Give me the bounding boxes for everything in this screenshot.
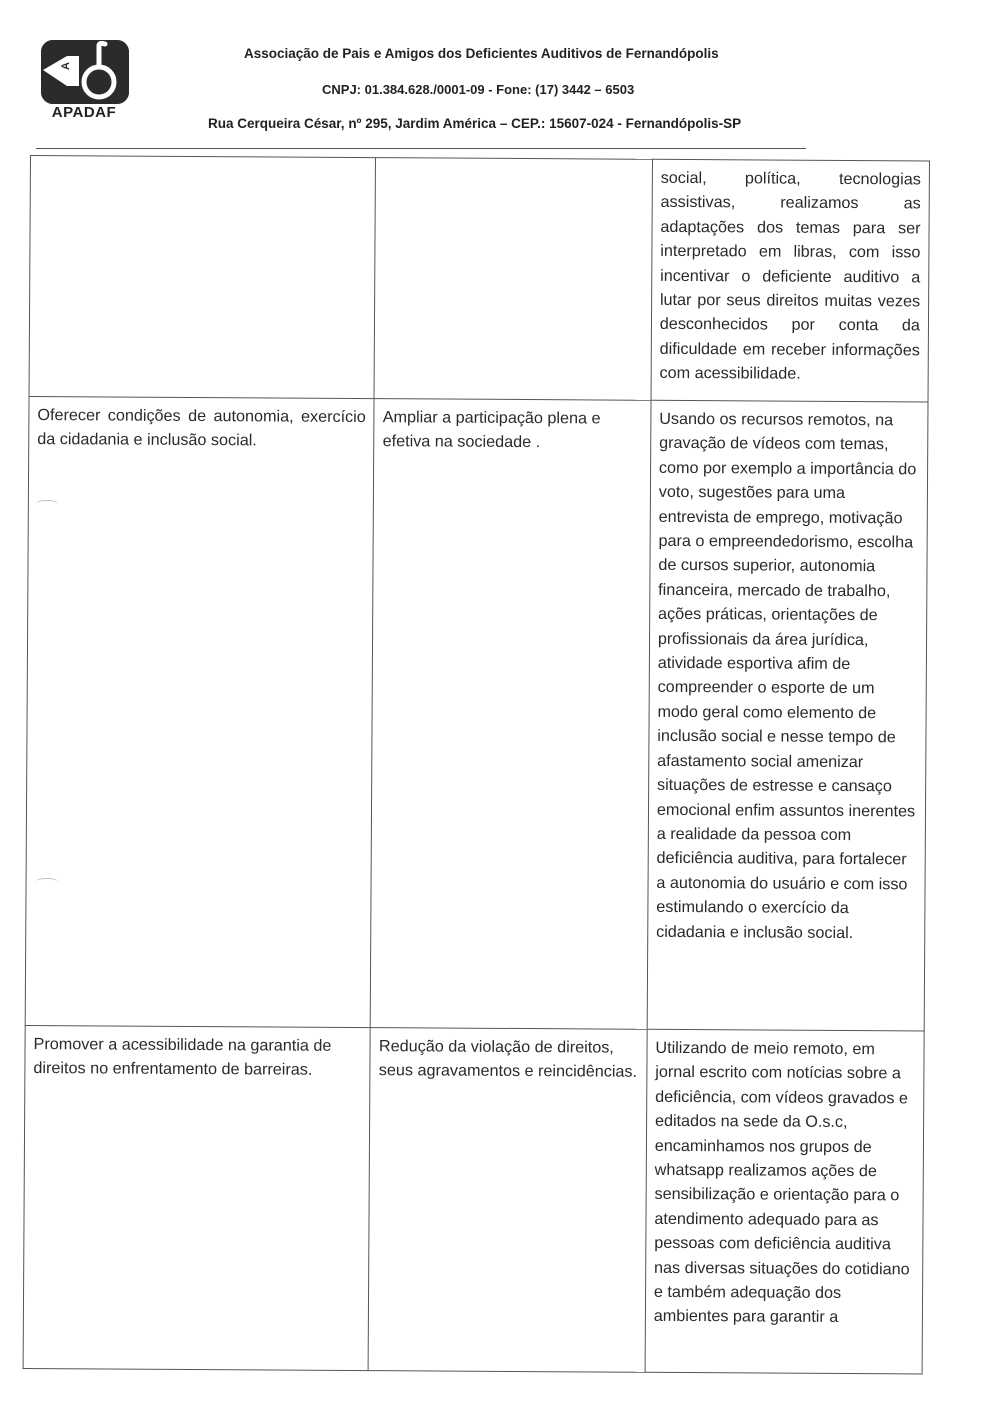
org-name: Associação de Pais e Amigos dos Deficientes Auditivos de Fernandópolis (244, 46, 719, 61)
org-contact: CNPJ: 01.384.628./0001-09 - Fone: (17) 3442 – 6503 (322, 82, 635, 97)
table-cell-result: Ampliar a participação plena e efetiva na sociedade . (371, 399, 651, 1030)
table-cell-result: Redução da violação de direitos, seus agravamentos e reincidências. (368, 1028, 647, 1373)
scan-artifact (36, 500, 58, 507)
apadaf-logo (38, 38, 130, 122)
header-divider (36, 148, 806, 149)
logo-emblem (41, 40, 129, 104)
svg-text:A: A (60, 62, 72, 70)
logo-wordmark: APADAF (51, 104, 117, 121)
scan-artifact (36, 878, 58, 885)
table-cell-result (374, 158, 652, 401)
table-cell-objective: Promover a acessibilidade na garantia de direitos no enfrentamento de barreiras. (23, 1025, 370, 1370)
org-address: Rua Cerqueira César, nº 295, Jardim América – CEP.: 15607-024 - Fernandópolis-SP (208, 116, 742, 131)
table-cell-objective (29, 156, 376, 399)
table-cell-objective: Oferecer condições de autonomia, exercício da cidadania e inclusão social. (25, 396, 374, 1027)
table-cell-activity: Utilizando de meio remoto, em jornal escrito com notícias sobre a deficiência, com vídeos gravados e editados na sede da O.s.c, encaminhamos nos grupos de whatsapp realizamos ações de sensibilização e orientação para o atendimento adequado para as pessoas com deficiência auditiva nas diversas situações do cotidiano e também adequação dos ambientes para garantir a (645, 1029, 924, 1374)
actions-table (23, 155, 930, 1374)
table-cell-activity: social, política, tecnologias assistivas, realizamos as adaptações dos temas para ser interpretado em libras, com isso incentivar o deficiente auditivo a lutar por seus direitos muitas vezes desconhecidos por conta da dificuldade em receber informações com acessibilidade. (651, 159, 930, 402)
table-row (29, 156, 929, 402)
table-cell-activity: Usando os recursos remotos, na gravação de vídeos com temas, como por exemplo a importância do voto, sugestões para uma entrevista de emprego, motivação para o empreendedorismo, escolha de cursos superior, autonomia financeira, mercado de trabalho, ações práticas, orientações de profissionais da área jurídica, atividade esportiva afim de compreender o esporte de um modo geral como elemento de inclusão social e nesse tempo de afastamento social amenizar situações de estresse e cansaço emocional enfim assuntos inerentes a realidade da pessoa com deficiência auditiva, para fortalecer a autonomia do usuário e com isso estimulando o exercício da cidadania e inclusão social. (647, 400, 928, 1031)
table-row (23, 1025, 924, 1373)
table-row (25, 396, 928, 1030)
ear-symbol-icon (41, 40, 129, 104)
